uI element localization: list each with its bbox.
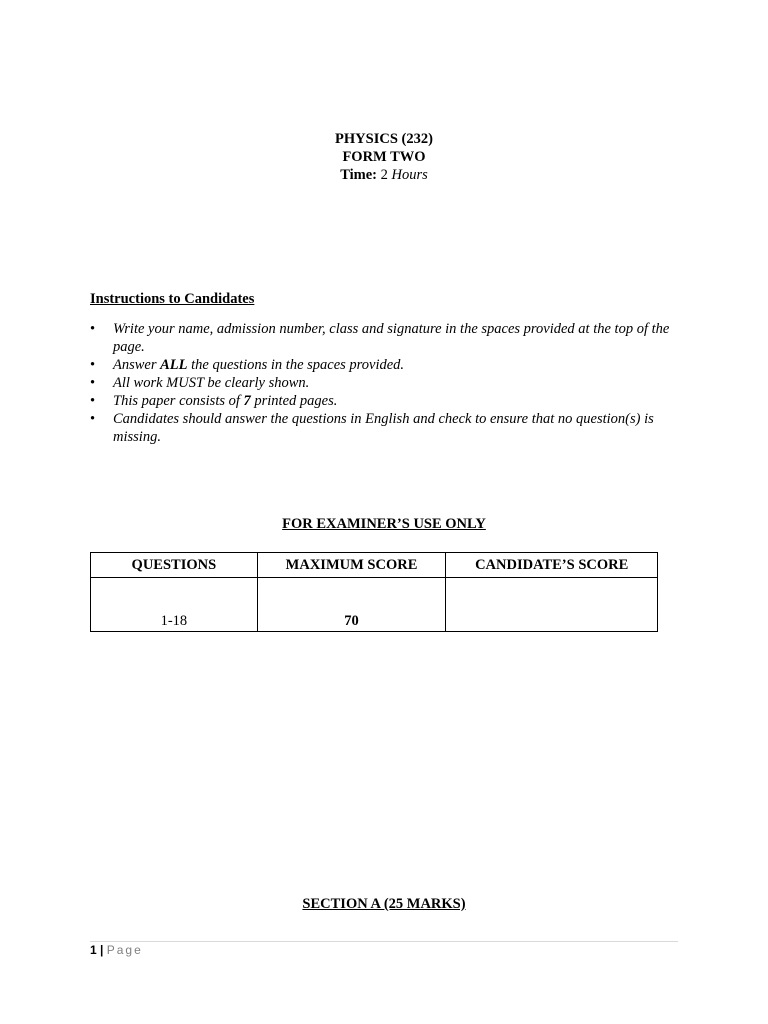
page-footer <box>90 943 143 957</box>
subject-title: PHYSICS (232) <box>335 131 433 147</box>
footer-divider <box>90 941 678 942</box>
page-word: Page <box>106 943 143 957</box>
cell-questions: 1-18 <box>91 578 258 632</box>
bullet-icon: • <box>90 393 96 409</box>
table-row <box>91 578 658 632</box>
score-table <box>90 552 658 632</box>
column-header-maximum-score: MAXIMUM SCORE <box>257 553 446 578</box>
bullet-icon: • <box>90 321 96 337</box>
instructions-heading: Instructions to Candidates <box>90 291 255 307</box>
column-header-questions: QUESTIONS <box>91 553 258 578</box>
cell-maximum-score: 70 <box>257 578 446 632</box>
list-item: • All work MUST be clearly shown. <box>90 375 310 391</box>
column-header-candidate-score: CANDIDATE’S SCORE <box>446 553 658 578</box>
instructions-list <box>90 320 690 446</box>
table-header-row <box>91 553 658 578</box>
list-item: • This paper consists of 7 printed pages. <box>90 393 338 409</box>
page-number: 1 <box>90 943 97 957</box>
bullet-icon: • <box>90 357 96 373</box>
time-allowed <box>0 166 768 184</box>
bullet-icon: • <box>90 375 96 391</box>
time-value: 2 <box>380 167 388 183</box>
cell-candidate-score[interactable] <box>446 578 658 632</box>
footer-separator: | <box>100 943 104 957</box>
time-unit: Hours <box>391 167 428 183</box>
bullet-icon: • <box>90 411 96 427</box>
examiner-heading: FOR EXAMINER’S USE ONLY <box>282 516 486 532</box>
list-item: • Candidates should answer the questions in English and check to ensure that no question(s) is missing. <box>90 411 654 445</box>
time-label: Time: <box>340 167 377 183</box>
list-item: • Write your name, admission number, class and signature in the spaces provided at the top of the page. <box>90 321 670 355</box>
paper-header <box>0 130 768 184</box>
form-title: FORM TWO <box>342 149 426 165</box>
section-heading: SECTION A (25 MARKS) <box>302 896 466 912</box>
list-item: • Answer ALL the questions in the spaces provided. <box>90 357 405 373</box>
